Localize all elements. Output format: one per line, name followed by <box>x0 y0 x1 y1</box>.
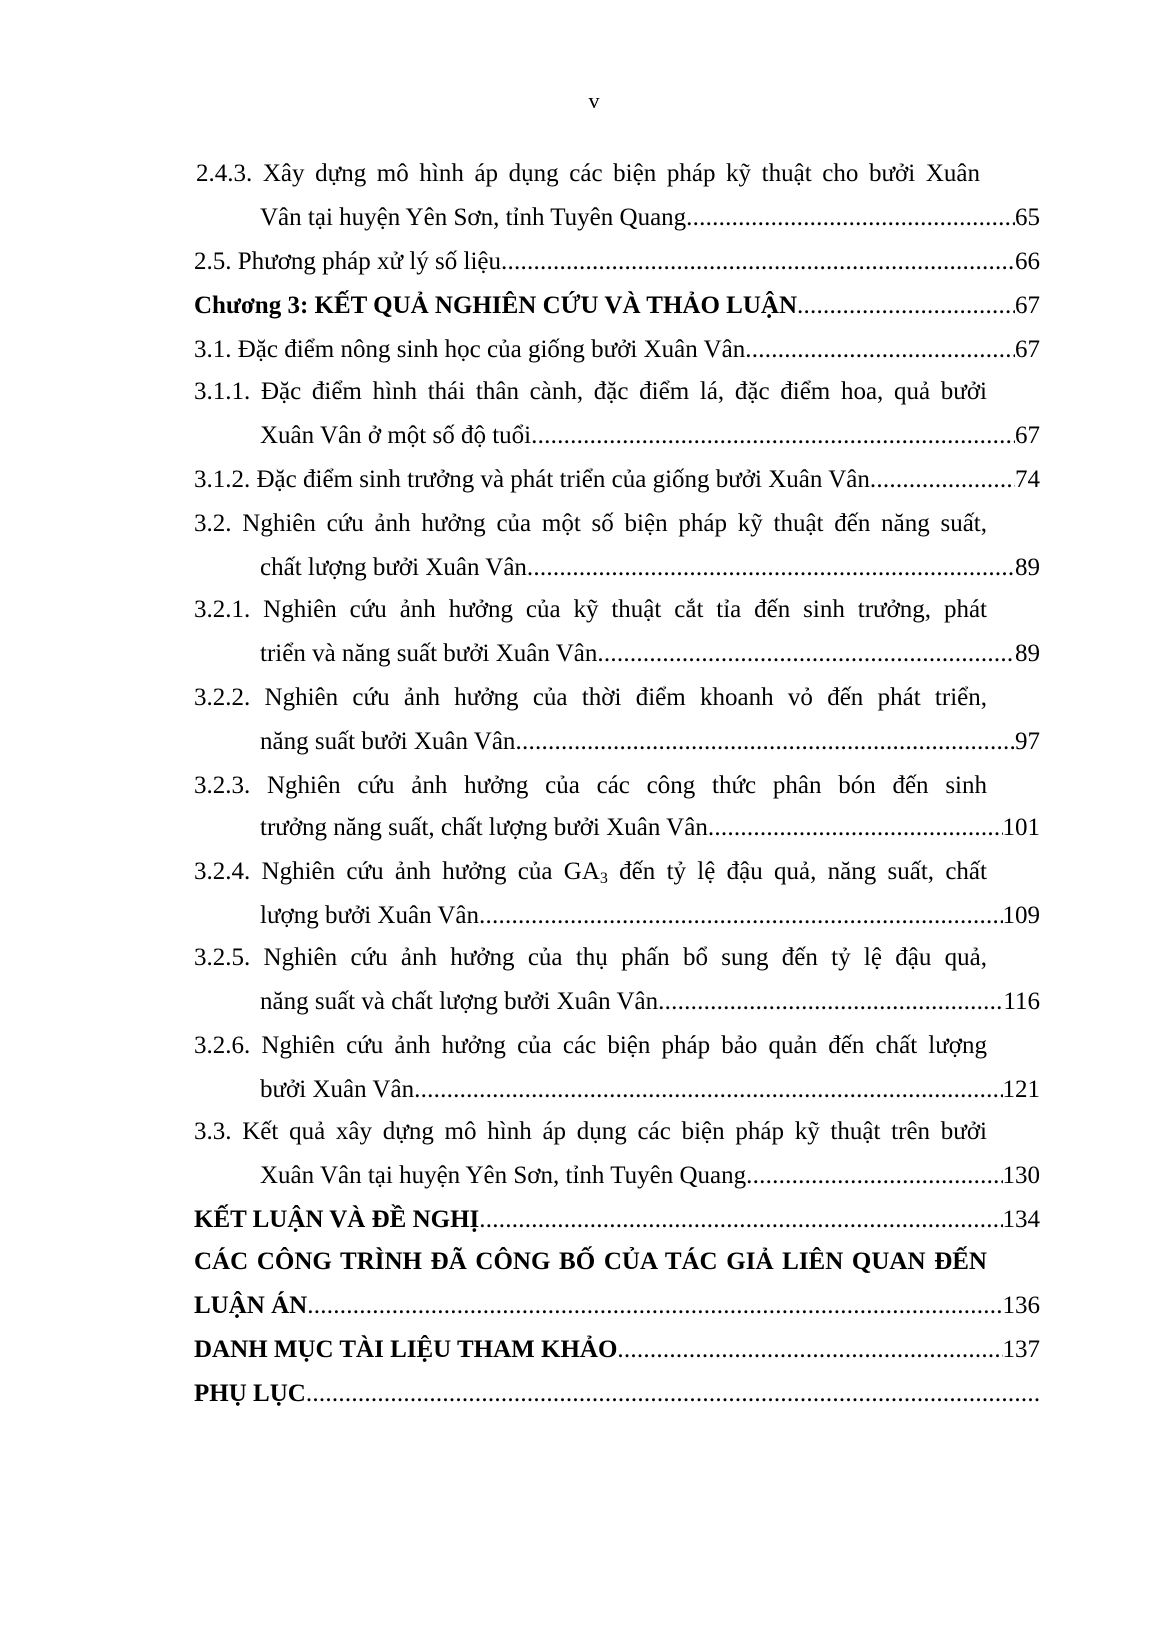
dot-leader <box>527 552 1015 584</box>
toc-page-number: 74 <box>1015 466 1040 493</box>
dot-leader <box>746 1160 1002 1192</box>
toc-page-number: 136 <box>1002 1292 1040 1319</box>
toc-page-number: 116 <box>1003 988 1040 1015</box>
toc-entry-publications-line2[interactable] <box>194 1290 1040 1322</box>
toc-entry-2-4-3-line1[interactable]: 2.4.3. Xây dựng mô hình áp dụng các biện pháp kỹ thuật cho bưởi Xuân <box>196 160 980 187</box>
toc-entry-3-1[interactable] <box>194 334 1040 366</box>
toc-page-number: 121 <box>1002 1076 1040 1103</box>
toc-entry-3-2-2-line1[interactable]: 3.2.2. Nghiên cứu ảnh hưởng của thời điểm khoanh vỏ đến phát triển, <box>194 684 987 711</box>
dot-leader <box>306 1378 1040 1410</box>
toc-entry-3-2-line2[interactable] <box>260 552 1040 584</box>
toc-entry-3-2-3-line1[interactable]: 3.2.3. Nghiên cứu ảnh hưởng của các công thức phân bón đến sinh <box>194 772 987 799</box>
dot-leader <box>515 726 1015 758</box>
dot-leader <box>745 334 1015 366</box>
toc-entry-conclusion[interactable] <box>194 1204 1040 1236</box>
toc-entry-text: năng suất và chất lượng bưởi Xuân Vân <box>260 988 659 1015</box>
toc-entry-text: 3.1. Đặc điểm nông sinh học của giống bưởi Xuân Vân <box>194 336 746 363</box>
toc-entry-text: đến tỷ lệ đậu quả, năng suất, chất <box>607 858 987 885</box>
toc-entry-3-2-1-line1[interactable]: 3.2.1. Nghiên cứu ảnh hưởng của kỹ thuật cắt tỉa đến sinh trưởng, phát <box>194 596 987 623</box>
toc-entry-text: 2.5. Phương pháp xử lý số liệu <box>194 248 501 275</box>
subscript: 3 <box>599 870 608 887</box>
dot-leader <box>531 420 1015 452</box>
toc-page-number: 67 <box>1015 336 1040 363</box>
toc-entry-text: trưởng năng suất, chất lượng bưởi Xuân Vân <box>260 814 708 841</box>
toc-entry-2-4-3-line2[interactable] <box>260 202 1040 234</box>
toc-entry-text: Xuân Vân ở một số độ tuổi <box>260 422 532 449</box>
toc-entry-3-2-4-line2[interactable] <box>260 900 1040 932</box>
dot-leader <box>597 638 1015 670</box>
toc-page-number: 67 <box>1015 292 1040 319</box>
toc-entry-3-2-1-line2[interactable] <box>260 638 1040 670</box>
toc-entry-3-2-5-line1[interactable]: 3.2.5. Nghiên cứu ảnh hưởng của thụ phấn bổ sung đến tỷ lệ đậu quả, <box>194 944 987 971</box>
toc-entry-2-5[interactable] <box>194 246 1040 278</box>
toc-entry-3-2-6-line2[interactable] <box>260 1074 1040 1106</box>
dot-leader <box>479 900 1002 932</box>
toc-entry-3-2-3-line2[interactable] <box>260 812 1040 844</box>
toc-page-number: 101 <box>1002 814 1040 841</box>
dot-leader <box>479 1204 1002 1236</box>
toc-entry-text: triển và năng suất bưởi Xuân Vân <box>260 640 598 667</box>
dot-leader <box>501 246 1015 278</box>
toc-page-number: 89 <box>1015 640 1040 667</box>
toc-entry-references[interactable] <box>194 1334 1040 1366</box>
dot-leader <box>870 464 1015 496</box>
toc-entry-chapter-3[interactable] <box>194 290 1040 322</box>
toc-entry-3-1-1-line1[interactable]: 3.1.1. Đặc điểm hình thái thân cành, đặc điểm lá, đặc điểm hoa, quả bưởi <box>194 378 987 405</box>
toc-entry-text: KẾT LUẬN VÀ ĐỀ NGHỊ <box>194 1206 480 1233</box>
toc-entry-text: 3.2.4. Nghiên cứu ảnh hưởng của GA <box>194 858 600 885</box>
toc-entry-text: Vân tại huyện Yên Sơn, tỉnh Tuyên Quang <box>260 204 687 231</box>
toc-entry-3-2-5-line2[interactable] <box>260 986 1040 1018</box>
toc-entry-3-1-2[interactable] <box>194 464 1040 496</box>
toc-entry-text: bưởi Xuân Vân <box>260 1076 415 1103</box>
toc-entry-3-2-line1[interactable]: 3.2. Nghiên cứu ảnh hưởng của một số biện pháp kỹ thuật đến năng suất, <box>194 510 987 537</box>
toc-entry-text: 3.1.2. Đặc điểm sinh trưởng và phát triển của giống bưởi Xuân Vân <box>194 466 870 493</box>
toc-entry-appendix[interactable] <box>194 1378 1040 1410</box>
dot-leader <box>617 1334 1002 1366</box>
toc-page-number: 97 <box>1015 728 1040 755</box>
page-number: v <box>588 88 600 113</box>
toc-page-number: 109 <box>1002 902 1040 929</box>
toc-entry-text: Chương 3: KẾT QUẢ NGHIÊN CỨU VÀ THẢO LUẬN <box>194 292 798 319</box>
toc-entry-text: lượng bưởi Xuân Vân <box>260 902 480 929</box>
toc-entry-text: Xuân Vân tại huyện Yên Sơn, tỉnh Tuyên Quang <box>260 1162 747 1189</box>
toc-entry-text: năng suất bưởi Xuân Vân <box>260 728 516 755</box>
dot-leader <box>708 812 1003 844</box>
toc-entry-text: DANH MỤC TÀI LIỆU THAM KHẢO <box>194 1336 618 1363</box>
toc-page-number: 66 <box>1015 248 1040 275</box>
toc-page-number: 134 <box>1002 1206 1040 1233</box>
toc-entry-text: PHỤ LỤC <box>194 1380 306 1407</box>
dot-leader <box>414 1074 1002 1106</box>
dot-leader <box>686 202 1015 234</box>
toc-page-number: 89 <box>1015 554 1040 581</box>
dot-leader <box>658 986 1003 1018</box>
toc-entry-3-1-1-line2[interactable] <box>260 420 1040 452</box>
toc-page-number: 67 <box>1015 422 1040 449</box>
toc-page-number: 130 <box>1002 1162 1040 1189</box>
toc-page-number: 137 <box>1002 1336 1040 1363</box>
toc-entry-3-2-6-line1[interactable]: 3.2.6. Nghiên cứu ảnh hưởng của các biện pháp bảo quản đến chất lượng <box>194 1032 987 1059</box>
toc-entry-text: chất lượng bưởi Xuân Vân <box>260 554 527 581</box>
toc-entry-text: LUẬN ÁN <box>194 1292 308 1319</box>
toc-entry-3-2-2-line2[interactable] <box>260 726 1040 758</box>
dot-leader <box>797 290 1015 322</box>
toc-entry-publications-line1[interactable]: CÁC CÔNG TRÌNH ĐÃ CÔNG BỐ CỦA TÁC GIẢ LIÊN QUAN ĐẾN <box>194 1248 987 1275</box>
toc-entry-3-3-line2[interactable] <box>260 1160 1040 1192</box>
toc-page-number: 65 <box>1015 204 1040 231</box>
toc-entry-3-3-line1[interactable]: 3.3. Kết quả xây dựng mô hình áp dụng các biện pháp kỹ thuật trên bưởi <box>194 1118 987 1145</box>
toc-entry-3-2-4-line1[interactable] <box>194 856 987 888</box>
dot-leader <box>307 1290 1002 1322</box>
